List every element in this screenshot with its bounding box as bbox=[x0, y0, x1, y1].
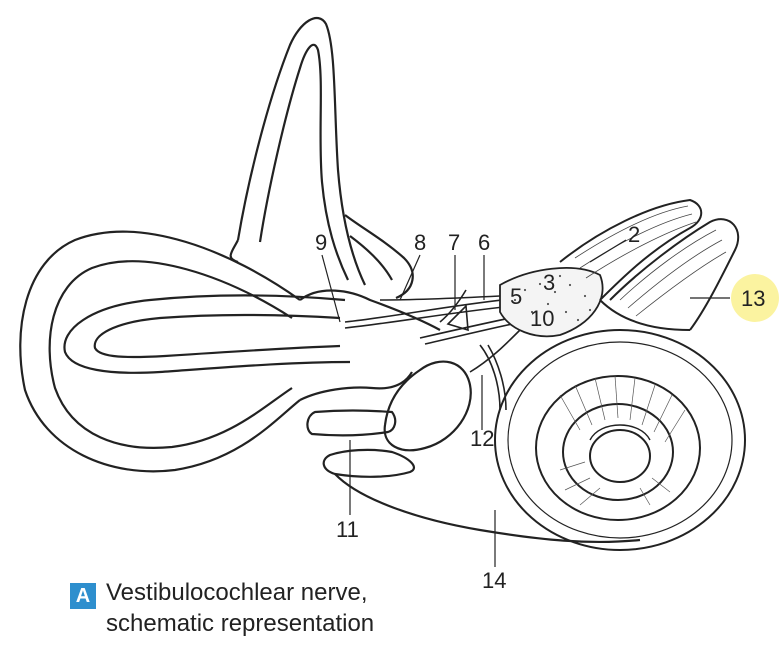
label-13: 13 bbox=[741, 286, 766, 311]
nerve-fibres bbox=[345, 290, 522, 410]
label-9: 9 bbox=[315, 230, 328, 255]
caption-line-2: schematic representation bbox=[106, 610, 375, 637]
caption-line-1: Vestibulocochlear nerve, bbox=[106, 579, 368, 606]
label-12: 12 bbox=[470, 426, 495, 451]
label-14: 14 bbox=[482, 568, 507, 593]
label-11: 11 bbox=[336, 517, 359, 542]
label-2: 2 bbox=[628, 222, 641, 247]
label-3: 3 bbox=[543, 270, 556, 295]
label-10: 10 bbox=[530, 306, 555, 331]
label-6: 6 bbox=[478, 230, 491, 255]
caption-text bbox=[106, 577, 374, 639]
cochlea bbox=[495, 330, 745, 550]
label-5: 5 bbox=[510, 284, 523, 309]
caption-badge: A bbox=[70, 583, 96, 609]
label-7: 7 bbox=[448, 230, 461, 255]
label-8: 8 bbox=[414, 230, 427, 255]
